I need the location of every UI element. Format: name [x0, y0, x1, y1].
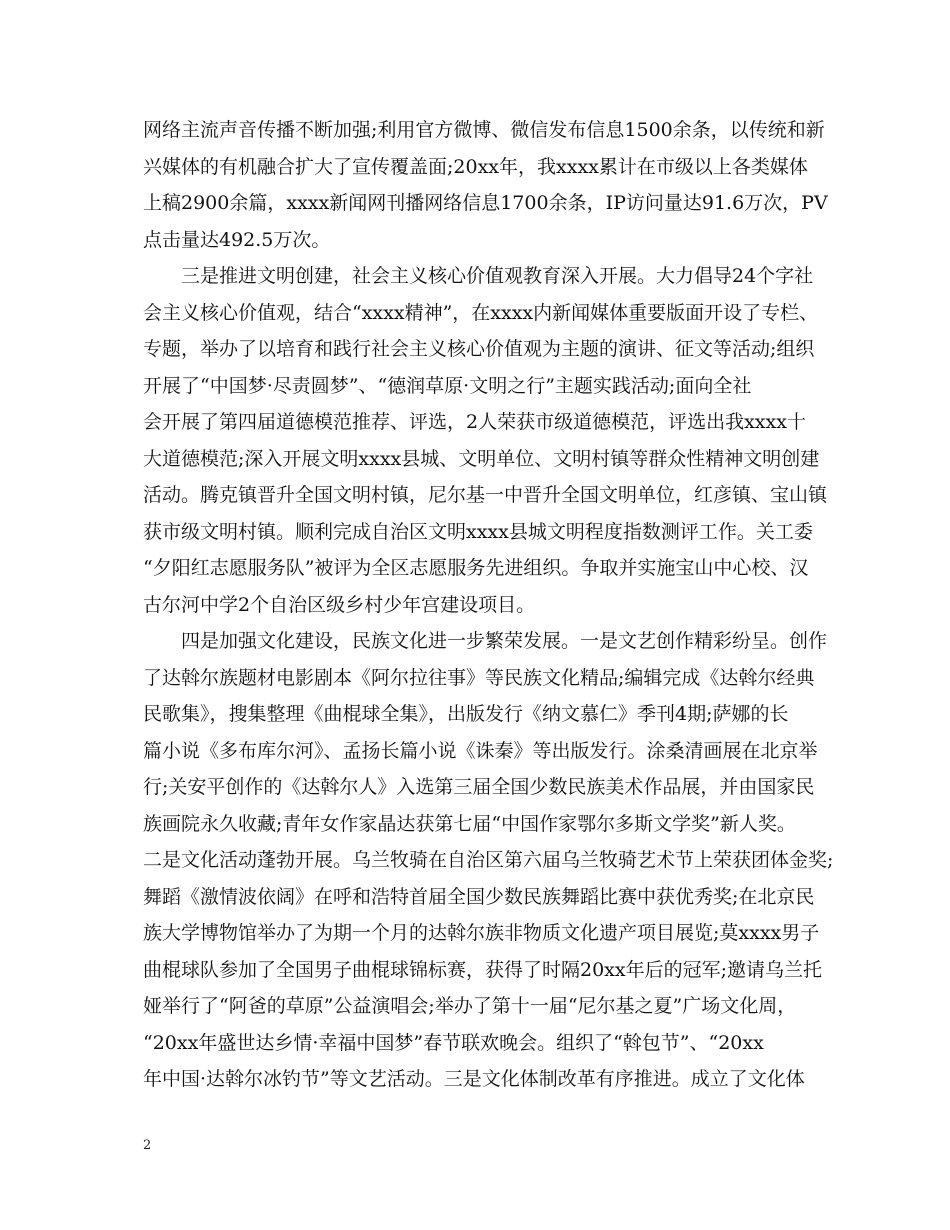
text-line: 篇小说《多布库尔河》、孟扬长篇小说《诛秦》等出版发行。涂桑清画展在北京举 [143, 739, 818, 762]
text-line: 曲棍球队参加了全国男子曲棍球锦标赛，获得了时隔20xx年后的冠军;邀请乌兰托 [143, 958, 823, 981]
text-line: 民歌集》，搜集整理《曲棍球全集》，出版发行《纳文慕仁》季刊4期;萨娜的长 [143, 703, 789, 725]
body-text [143, 112, 834, 1098]
text-line: 古尔河中学2个自治区级乡村少年宫建设项目。 [143, 593, 536, 616]
text-line: 四是加强文化建设，民族文化进一步繁荣发展。一是文艺创作精彩纷呈。创作 [143, 630, 828, 652]
text-line: 专题，举办了以培育和践行社会主义核心价值观为主题的演讲、征文等活动;组织 [143, 338, 815, 360]
page-number: 2 [143, 1138, 152, 1153]
text-line: 三是推进文明创建，社会主义核心价值观教育深入开展。大力倡导24个字社 [143, 265, 814, 287]
text-line: 年中国·达斡尔冰钓节”等文艺活动。三是文化体制改革有序推进。成立了文化体 [143, 1068, 805, 1090]
text-line: 二是文化活动蓬勃开展。乌兰牧骑在自治区第六届乌兰牧骑艺术节上荣获团体金奖; [143, 849, 834, 871]
text-line: 了达斡尔族题材电影剧本《阿尔拉往事》等民族文化精品;编辑完成《达斡尔经典 [143, 666, 815, 689]
text-line: 族画院永久收藏;青年女作家晶达获第七届“中国作家鄂尔多斯文学奖”新人奖。 [143, 812, 796, 835]
text-line: 会开展了第四届道德模范推荐、评选，2人荣获市级道德模范，评选出我xxxx十 [143, 411, 806, 433]
text-line: 开展了“中国梦·尽责圆梦”、“德润草原·文明之行”主题实践活动;面向全社 [143, 374, 752, 397]
text-line: 行;关安平创作的《达斡尔人》入选第三届全国少数民族美术作品展，并由国家民 [143, 776, 815, 798]
text-line: “20xx年盛世达乡情·幸福中国梦”春节联欢晚会。组织了“斡包节”、“20xx [143, 1031, 764, 1054]
text-line: 活动。腾克镇晋升全国文明村镇，尼尔基一中晋升全国文明单位，红彦镇、宝山镇 [143, 484, 828, 506]
text-line: 会主义核心价值观，结合“xxxx精神”，在xxxx内新闻媒体重要版面开设了专栏、 [143, 301, 819, 324]
text-line: 点击量达492.5万次。 [143, 228, 331, 251]
text-line: 族大学博物馆举办了为期一个月的达斡尔族非物质文化遗产项目展览;莫xxxx男子 [143, 922, 820, 944]
text-line: “夕阳红志愿服务队”被评为全区志愿服务先进组织。争取并实施宝山中心校、汉 [143, 557, 809, 579]
text-line: 网络主流声音传播不断加强;利用官方微博、微信发布信息1500余条，以传统和新 [143, 119, 825, 141]
text-line: 大道德模范;深入开展文明xxxx县城、文明单位、文明村镇等群众性精神文明创建 [143, 447, 820, 470]
text-line: 兴媒体的有机融合扩大了宣传覆盖面;20xx年，我xxxx累计在市级以上各类媒体 [143, 155, 808, 178]
text-line: 上稿2900余篇，xxxx新闻网刊播网络信息1700余条，IP访问量达91.6万次，PV [143, 192, 828, 214]
text-line: 获市级文明村镇。顺利完成自治区文明xxxx县城文明程度指数测评工作。关工委 [143, 520, 813, 543]
text-line: 娅举行了“阿爸的草原”公益演唱会;举办了第十一届“尼尔基之夏”广场文化周， [143, 995, 797, 1017]
text-line: 舞蹈《激情波依阔》在呼和浩特首届全国少数民族舞蹈比赛中获优秀奖;在北京民 [143, 885, 815, 908]
